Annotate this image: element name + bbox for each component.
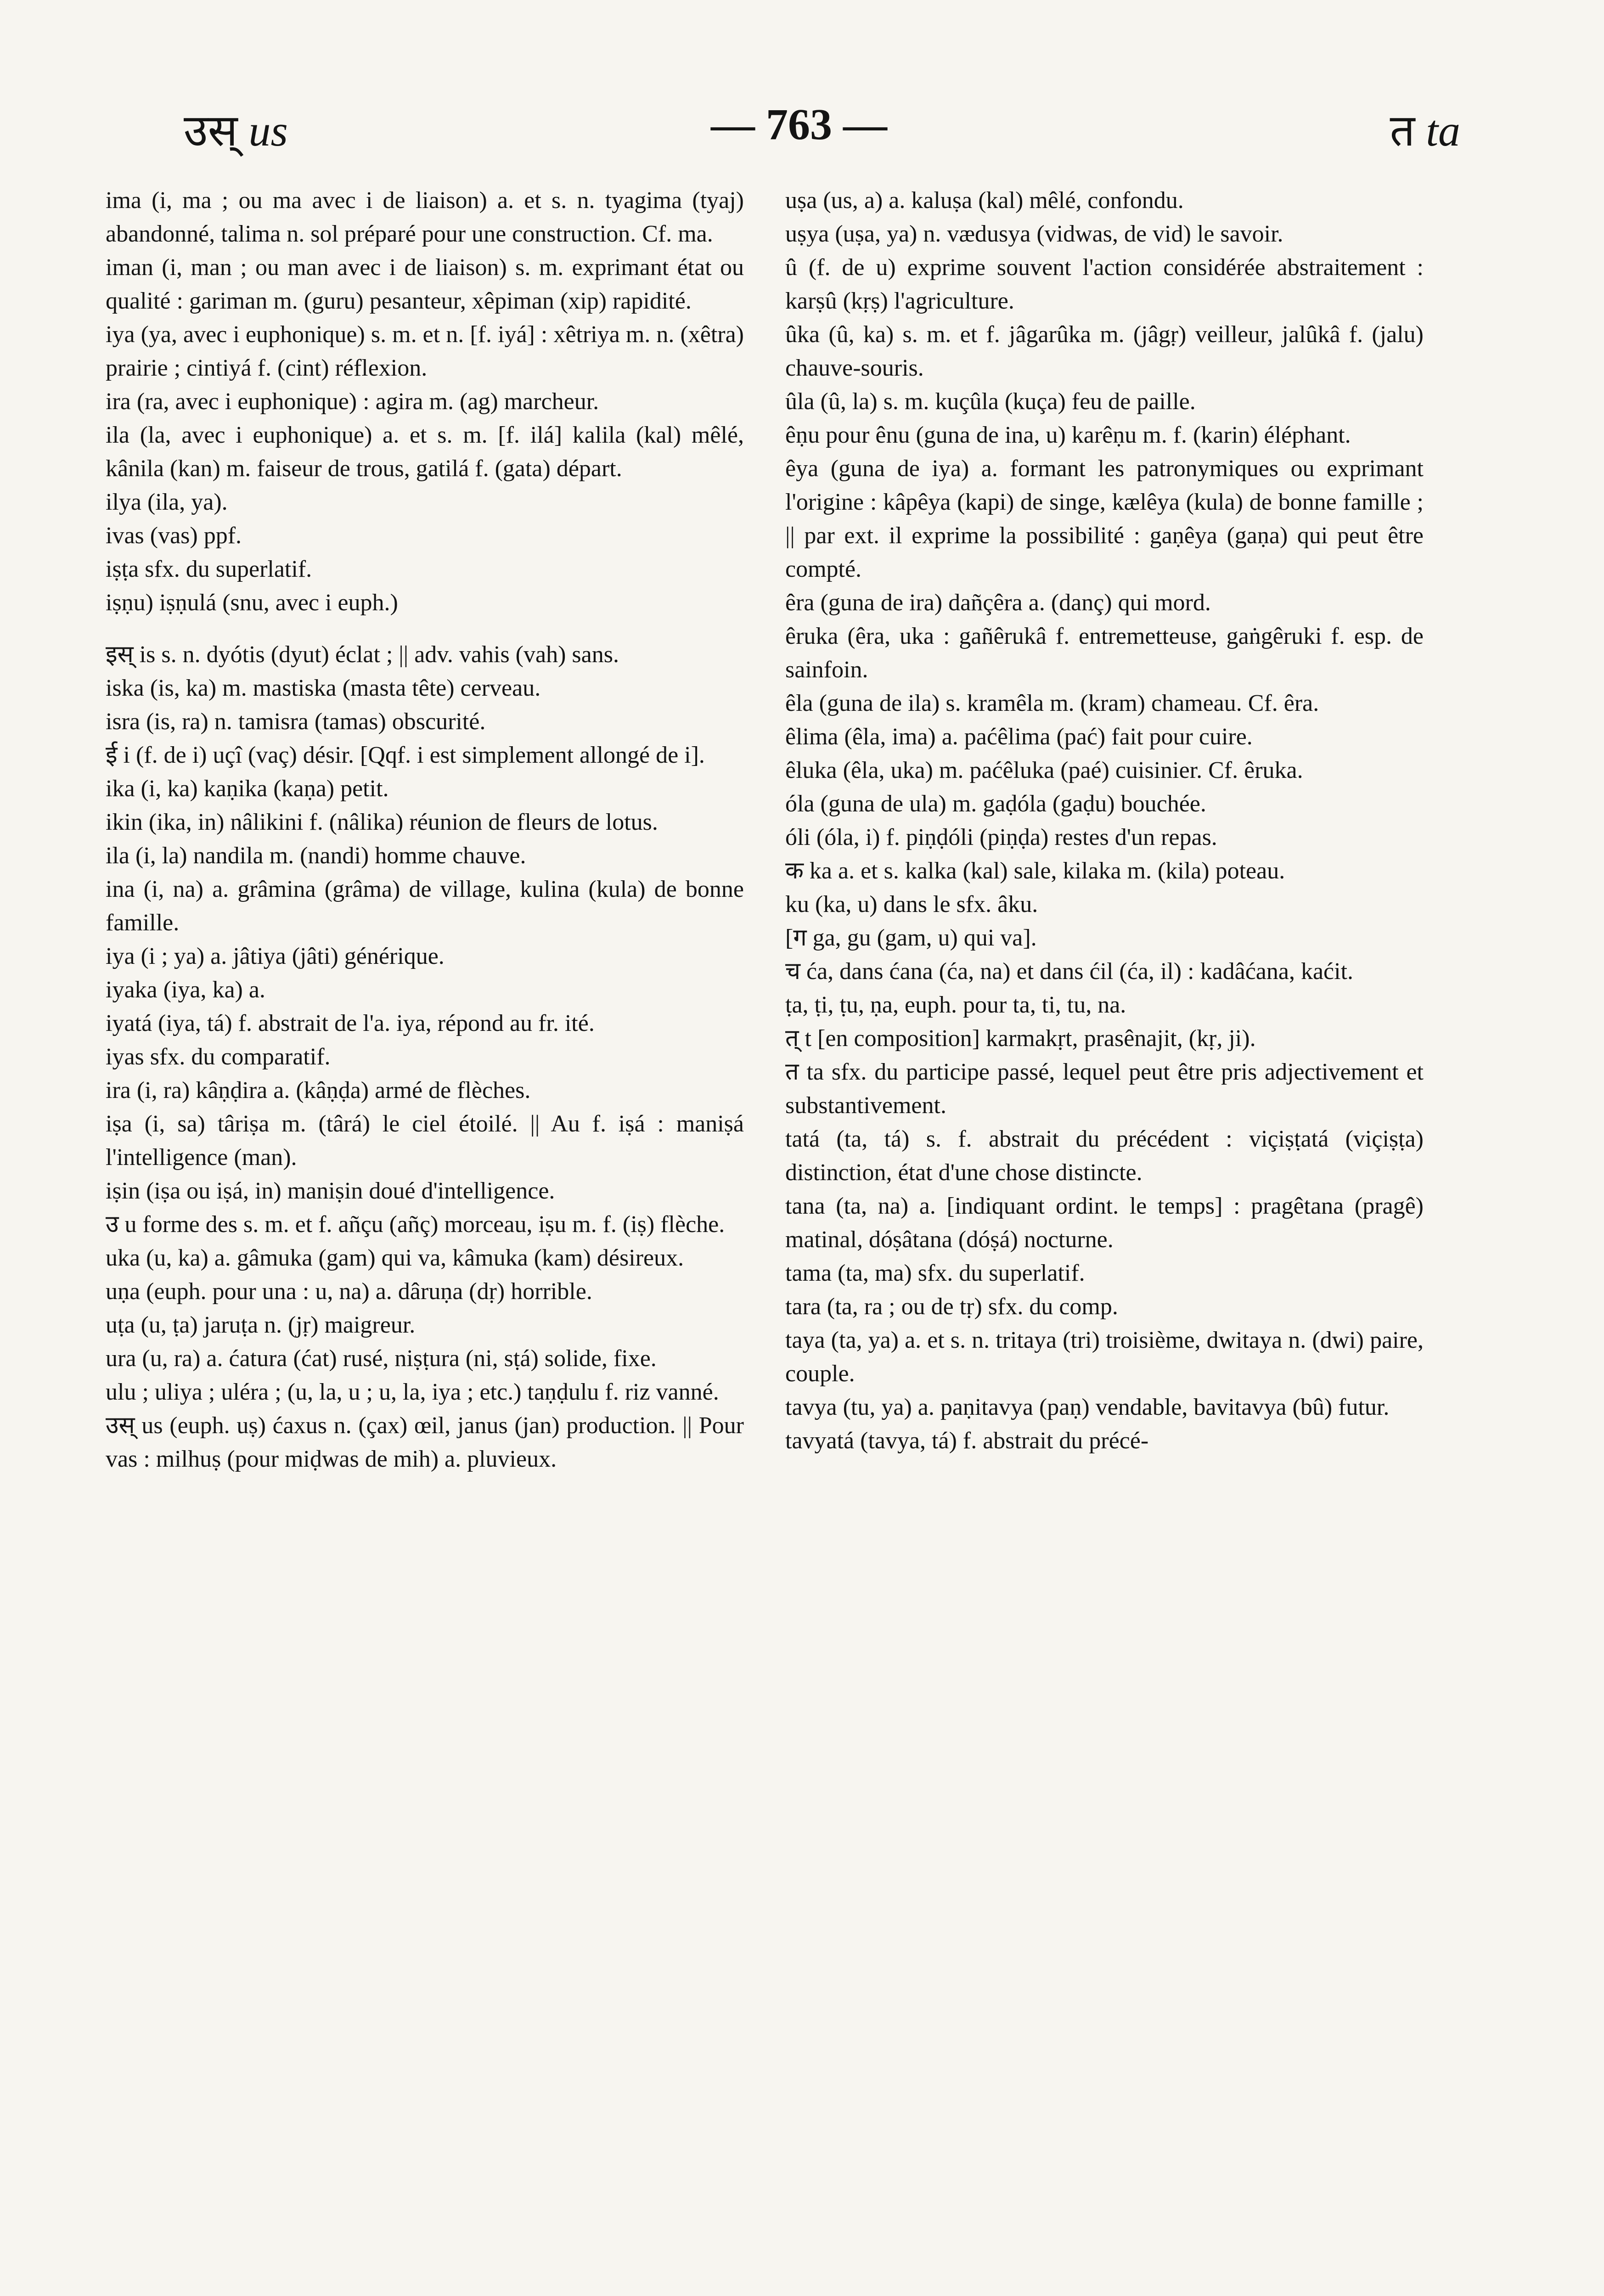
dictionary-entry: उस् us (euph. uṣ) ćaxus n. (çax) œil, janus (jan) production. || Pour vas : milhuṣ (pour miḍwas de mih) a. pluvieux.	[106, 1412, 744, 1472]
dictionary-entry: uṇa (euph. pour una : u, na) a. dâruṇa (dṛ) horrible.	[106, 1278, 592, 1305]
dictionary-entry: iya (ya, avec i euphonique) s. m. et n. [f. iyá] : xêtriya m. n. (xêtra) prairie ; cintiyá f. (cint) réflexion.	[106, 321, 744, 381]
dictionary-entry: isra (is, ra) n. tamisra (tamas) obscurité.	[106, 709, 486, 735]
dictionary-entry: tavyatá (tavya, tá) f. abstrait du précé-	[785, 1428, 1149, 1454]
dictionary-entry: uṭa (u, ṭa) jaruṭa n. (jṛ) maigreur.	[106, 1312, 416, 1338]
dictionary-entry: उ u forme des s. m. et f. añçu (añç) morceau, iṣu m. f. (iṣ) flèche.	[106, 1211, 725, 1238]
dictionary-entry: ûla (û, la) s. m. kuçûla (kuça) feu de paille.	[785, 388, 1196, 415]
header-right-devanagari: त	[1390, 106, 1415, 155]
dictionary-entry: [ग ga, gu (gam, u) qui va].	[785, 925, 1037, 951]
dictionary-entry: ila (i, la) nandila m. (nandi) homme chauve.	[106, 843, 526, 869]
dictionary-entry: tana (ta, na) a. [indiquant ordint. le temps] : pragêtana (pragê) matinal, dóṣâtana (dóṣá) nocturne.	[785, 1193, 1424, 1253]
dictionary-entry: iman (i, man ; ou man avec i de liaison) s. m. exprimant état ou qualité : gariman m. (guru) pesanteur, xêpiman (xip) rapidité.	[106, 254, 744, 314]
dictionary-entry: इस् is s. n. dyótis (dyut) éclat ; || adv. vahis (vah) sans.	[106, 642, 619, 668]
dictionary-entry: ima (i, ma ; ou ma avec i de liaison) a. et s. n. tyagima (tyaj) abandonné, talima n. sol préparé pour une construction. Cf. ma.	[106, 187, 744, 247]
dictionary-entry: êra (guna de ira) dañçêra a. (danç) qui mord.	[785, 590, 1211, 616]
header-left-roman: us	[248, 106, 288, 155]
dictionary-entry: tavya (tu, ya) a. paṇitavya (paṇ) vendable, bavitavya (bû) futur.	[785, 1394, 1390, 1420]
dictionary-entry: iyaka (iya, ka) a.	[106, 977, 265, 1003]
page-header	[138, 99, 1460, 163]
dictionary-entry: ûka (û, ka) s. m. et f. jâgarûka m. (jâgṛ) veilleur, jalûkâ f. (jalu) chauve-souris.	[785, 321, 1424, 381]
dictionary-entry: êṇu pour ênu (guna de ina, u) karêṇu m. f. (karin) éléphant.	[785, 422, 1351, 448]
dictionary-entry: त ta sfx. du participe passé, lequel peut être pris adjectivement et substantivement.	[785, 1059, 1424, 1119]
dictionary-entry: क ka a. et s. kalka (kal) sale, kilaka m. (kila) poteau.	[785, 858, 1285, 884]
dictionary-entry: êla (guna de ila) s. kramêla m. (kram) chameau. Cf. êra.	[785, 690, 1319, 716]
dictionary-entry: û (f. de u) exprime souvent l'action considérée abstraitement : karṣû (kṛṣ) l'agriculture.	[785, 254, 1424, 314]
dictionary-entry: ivas (vas) ppf.	[106, 523, 242, 549]
header-right-roman: ta	[1426, 106, 1460, 155]
dictionary-entry: iska (is, ka) m. mastiska (masta tête) cerveau.	[106, 675, 541, 701]
dictionary-entry: óli (óla, i) f. piṇḍóli (piṇḍa) restes d'un repas.	[785, 824, 1217, 850]
dictionary-entry: ilya (ila, ya).	[106, 489, 228, 515]
dictionary-entry: ira (ra, avec i euphonique) : agira m. (ag) marcheur.	[106, 388, 599, 415]
dictionary-entry: uka (u, ka) a. gâmuka (gam) qui va, kâmuka (kam) désireux.	[106, 1245, 684, 1271]
dictionary-entry: tama (ta, ma) sfx. du superlatif.	[785, 1260, 1085, 1286]
dictionary-entry: iṣṇu) iṣṇulá (snu, avec i euph.)	[106, 590, 398, 616]
dictionary-entry: ku (ka, u) dans le sfx. âku.	[785, 891, 1038, 917]
dictionary-entry: ira (i, ra) kâṇḍira a. (kâṇḍa) armé de flèches.	[106, 1077, 531, 1103]
dictionary-entry: óla (guna de ula) m. gaḍóla (gaḍu) bouchée.	[785, 791, 1206, 817]
dictionary-entry: ila (la, avec i euphonique) a. et s. m. [f. ilá] kalila (kal) mêlé, kânila (kan) m. faiseur de trous, gatilá f. (gata) départ.	[106, 422, 744, 482]
dictionary-entry: ulu ; uliya ; uléra ; (u, la, u ; u, la, iya ; etc.) taṇḍulu f. riz vanné.	[106, 1379, 719, 1405]
dictionary-entry: iya (i ; ya) a. jâtiya (jâti) générique.	[106, 943, 445, 969]
dictionary-entry: êya (guna de iya) a. formant les patronymiques ou exprimant l'origine : kâpêya (kapi) de singe, kælêya (kula) de bonne famille ; || par ext. il exprime la possibilité : gaṇêya (gaṇa) qui peut être compté.	[785, 456, 1424, 582]
dictionary-entry: ई i (f. de i) uçî (vaç) désir. [Qqf. i est simplement allongé de i].	[106, 742, 705, 768]
dictionary-entry: iṣin (iṣa ou iṣá, in) maniṣin doué d'intelligence.	[106, 1178, 555, 1204]
dictionary-entry: taya (ta, ya) a. et s. n. tritaya (tri) troisième, dwitaya n. (dwi) paire, couple.	[785, 1327, 1424, 1387]
dictionary-entry: êlima (êla, ima) a. paćêlima (pać) fait pour cuire.	[785, 724, 1253, 750]
right-column	[785, 184, 1424, 1458]
dictionary-entry: ika (i, ka) kaṇika (kaṇa) petit.	[106, 776, 389, 802]
dictionary-entry: iyas sfx. du comparatif.	[106, 1044, 331, 1070]
dictionary-entry: êluka (êla, uka) m. paćêluka (paé) cuisinier. Cf. êruka.	[785, 757, 1303, 783]
dictionary-entry: êruka (êra, uka : gañêrukâ f. entremetteuse, gaṅgêruki f. esp. de sainfoin.	[785, 623, 1424, 683]
dictionary-entry: iyatá (iya, tá) f. abstrait de l'a. iya, répond au fr. ité.	[106, 1010, 595, 1036]
dictionary-entry: uṣa (us, a) a. kaluṣa (kal) mêlé, confondu.	[785, 187, 1184, 214]
dictionary-entry: uṣya (uṣa, ya) n. vædusya (vidwas, de vid) le savoir.	[785, 221, 1283, 247]
header-right-headword	[1390, 99, 1460, 159]
dictionary-entry: च ća, dans ćana (ća, na) et dans ćil (ća, il) : kadâćana, kaćit.	[785, 958, 1354, 985]
dictionary-entry: ikin (ika, in) nâlikini f. (nâlika) réunion de fleurs de lotus.	[106, 809, 658, 835]
dictionary-entry: iṣṭa sfx. du superlatif.	[106, 556, 312, 582]
dictionary-entry: iṣa (i, sa) târiṣa m. (târá) le ciel étoilé. || Au f. iṣá : maniṣá l'intelligence (man).	[106, 1111, 744, 1171]
dictionary-entry: ina (i, na) a. grâmina (grâma) de village, kulina (kula) de bonne famille.	[106, 876, 744, 936]
dictionary-entry: tara (ta, ra ; ou de tṛ) sfx. du comp.	[785, 1294, 1118, 1320]
left-column	[106, 184, 744, 1476]
page-number: — 763 —	[711, 100, 887, 149]
dictionary-entry: ṭa, ṭi, ṭu, ṇa, euph. pour ta, ti, tu, na.	[785, 992, 1126, 1018]
dictionary-entry: ura (u, ra) a. ćatura (ćat) rusé, niṣṭura (ni, sṭá) solide, fixe.	[106, 1345, 657, 1372]
dictionary-entry: त् t [en composition] karmakṛt, prasênajit, (kṛ, ji).	[785, 1025, 1256, 1052]
header-left-devanagari: उस्	[184, 106, 238, 155]
dictionary-entry: tatá (ta, tá) s. f. abstrait du précédent : viçiṣṭatá (viçiṣṭa) distinction, état d'une chose distincte.	[785, 1126, 1424, 1186]
